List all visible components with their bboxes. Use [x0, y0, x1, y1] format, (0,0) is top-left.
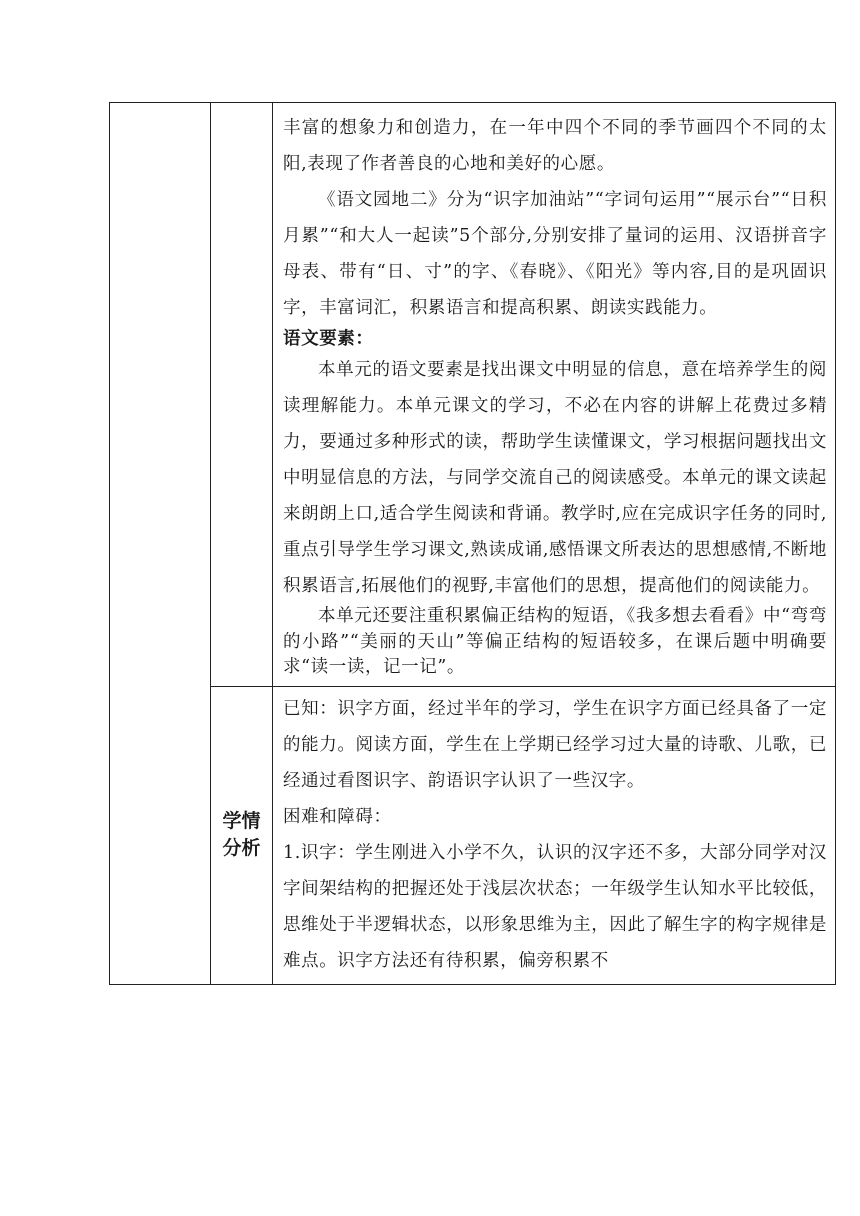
paragraph: 丰富的想象力和创造力，在一年中四个不同的季节画四个不同的太阳,表现了作者善良的心地和美好的心愿。: [283, 118, 827, 174]
content-cell-learner-analysis: [273, 686, 836, 984]
content-cell-unit-analysis: [273, 103, 836, 687]
subheading-chinese-elements: 语文要素：: [283, 329, 374, 349]
row-label-cell-empty: [211, 103, 273, 687]
row-label-learner-analysis: 学情分析: [222, 810, 261, 859]
paragraph: 困难和障碍：: [283, 806, 392, 827]
table-row-analysis: [110, 103, 836, 687]
paragraph: 已知：识字方面，经过半年的学习，学生在识字方面已经具备了一定的能力。阅读方面，学生在上学期已经学习过大量的诗歌、儿歌，已经通过看图识字、韵语识字认识了一些汉字。: [283, 698, 827, 791]
table-row-learner-analysis: [110, 686, 836, 984]
row-label-cell: [211, 686, 273, 984]
paragraph: 本单元的语文要素是找出课文中明显的信息，意在培养学生的阅读理解能力。本单元课文的学习，不必在内容的讲解上花费过多精力，要通过多种形式的读，帮助学生读懂课文，学习根据问题找出文中明显信息的方法，与同学交流自己的阅读感受。本单元的课文读起来朗朗上口,适合学生阅读和背诵。教学时,应在完成识字任务的同时,重点引导学生学习课文,熟读成诵,感悟课文所表达的思想感情,不断地积累语言,拓展他们的视野,丰富他们的思想，提高他们的阅读能力。: [283, 360, 827, 596]
paragraph: 本单元还要注重积累偏正结构的短语，《我多想去看看》中“弯弯的小路”“美丽的天山”等偏正结构的短语较多，在课后题中明确要求“读一读，记一记”。: [283, 606, 827, 677]
paragraph: 《语文园地二》分为“识字加油站”“字词句运用”“展示台”“日积月累”“和大人一起读”5个部分,分别安排了量词的运用、汉语拼音字母表、带有“日、寸”的字、《春晓》、《阳光》等内容,目的是巩固识字，丰富词汇，积累语言和提高积累、朗读实践能力。: [283, 190, 827, 318]
section-cell: [110, 103, 211, 985]
lesson-plan-table: [109, 102, 836, 985]
paragraph: 1.识字：学生刚进入小学不久，认识的汉字还不多，大部分同学对汉字间架结构的把握还处于浅层次状态；一年级学生认知水平比较低，思维处于半逻辑状态，以形象思维为主，因此了解生字的构字规律是难点。识字方法还有待积累，偏旁积累不: [283, 842, 827, 971]
